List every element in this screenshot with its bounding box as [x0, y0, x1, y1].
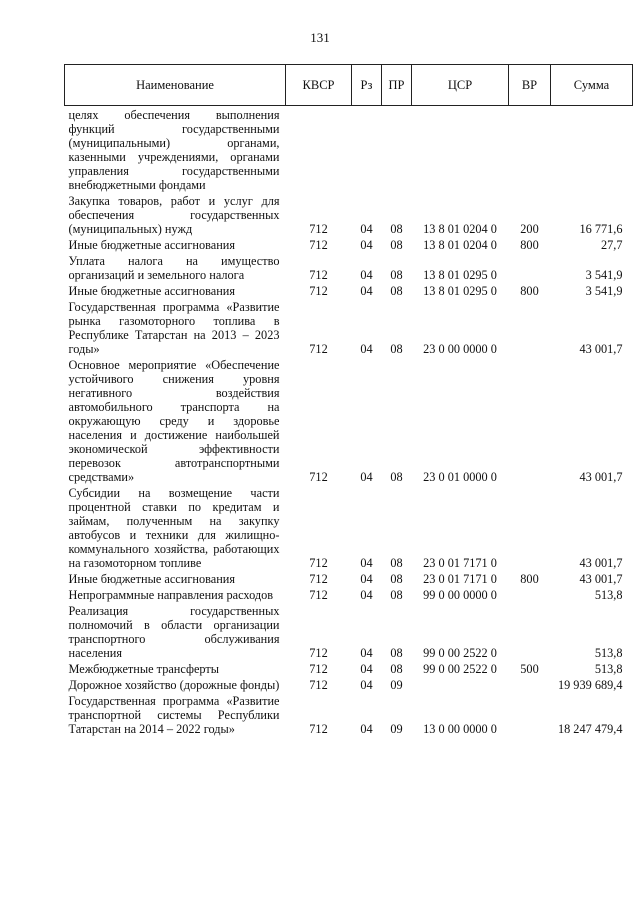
cell-vr: 800: [520, 284, 539, 298]
header-rz: Рз: [352, 65, 382, 106]
table-row: [65, 300, 633, 358]
cell-name: Дорожное хозяйство (дорожные фонды): [68, 678, 280, 692]
cell-sum: [551, 106, 633, 195]
cell-name: Межбюджетные трансферты: [68, 662, 220, 676]
cell-kvsr: 712: [309, 678, 328, 692]
table-row: [65, 106, 633, 195]
cell-pr: 08: [390, 342, 403, 356]
cell-rz: 04: [360, 662, 373, 676]
cell-pr: 08: [390, 238, 403, 252]
cell-pr: 08: [390, 556, 403, 570]
cell-sum: 43 001,7: [579, 342, 623, 356]
cell-name: целях обеспечения выполнения функций государственными (муниципальными) органами, казенными учреждениями, органами управления государственными внебюджетными фондами: [68, 108, 280, 192]
cell-sum: 3 541,9: [585, 284, 623, 298]
table-row: [65, 572, 633, 588]
cell-vr: 800: [520, 238, 539, 252]
cell-kvsr: 712: [309, 284, 328, 298]
cell-kvsr: 712: [309, 588, 328, 602]
table-row: [65, 604, 633, 662]
cell-sum: 513,8: [594, 646, 623, 660]
cell-kvsr: [286, 106, 352, 195]
cell-csr: 23 0 01 7171 0: [423, 556, 497, 570]
table-row: [65, 238, 633, 254]
header-vr: ВР: [509, 65, 551, 106]
cell-pr: 09: [390, 722, 403, 736]
budget-table-container: [64, 64, 632, 738]
cell-sum: 513,8: [594, 662, 623, 676]
cell-vr: [509, 254, 551, 284]
cell-kvsr: 712: [309, 722, 328, 736]
cell-vr: 500: [520, 662, 539, 676]
cell-kvsr: 712: [309, 646, 328, 660]
cell-name: Государственная программа «Развитие рынка газомоторного топлива в Республике Татарстан на 2013 – 2023 годы»: [68, 300, 280, 356]
cell-sum: 19 939 689,4: [557, 678, 623, 692]
cell-rz: 04: [360, 238, 373, 252]
cell-sum: 3 541,9: [585, 268, 623, 282]
cell-name: Иные бюджетные ассигнования: [68, 572, 236, 586]
page-number: 131: [310, 30, 330, 45]
cell-rz: 04: [360, 268, 373, 282]
cell-vr: [509, 604, 551, 662]
cell-pr: 08: [390, 588, 403, 602]
header-row: [65, 65, 633, 106]
header-pr: ПР: [382, 65, 412, 106]
cell-vr: [509, 106, 551, 195]
cell-rz: 04: [360, 646, 373, 660]
cell-name: Уплата налога на имущество организаций и земельного налога: [68, 254, 280, 282]
cell-csr: 23 0 01 7171 0: [423, 572, 497, 586]
cell-pr: 08: [390, 268, 403, 282]
cell-sum: 18 247 479,4: [557, 722, 623, 736]
cell-vr: [509, 588, 551, 604]
header-name: Наименование: [65, 65, 286, 106]
header-kvsr: КВСР: [286, 65, 352, 106]
cell-pr: 08: [390, 222, 403, 236]
cell-name: Субсидии на возмещение части процентной ставки по кредитам и займам, полученным на закупку автобусов и техники для жилищно-коммунального хозяйства, работающих на газомоторном топливе: [68, 486, 280, 570]
budget-table: [64, 64, 633, 738]
table-row: [65, 284, 633, 300]
cell-vr: [509, 300, 551, 358]
cell-vr: [509, 678, 551, 694]
cell-vr: 200: [520, 222, 539, 236]
cell-csr: 99 0 00 0000 0: [423, 588, 497, 602]
cell-name: Иные бюджетные ассигнования: [68, 284, 236, 298]
cell-rz: 04: [360, 284, 373, 298]
cell-csr: [412, 106, 509, 195]
cell-rz: 04: [360, 588, 373, 602]
cell-csr: [412, 678, 509, 694]
cell-rz: 04: [360, 470, 373, 484]
cell-sum: 27,7: [600, 238, 623, 252]
cell-name: Реализация государственных полномочий в области организации транспортного обслуживания населения: [68, 604, 280, 660]
cell-rz: [352, 106, 382, 195]
cell-vr: 800: [520, 572, 539, 586]
cell-pr: 08: [390, 662, 403, 676]
cell-pr: 08: [390, 572, 403, 586]
table-row: [65, 588, 633, 604]
table-row: [65, 678, 633, 694]
cell-csr: 99 0 00 2522 0: [423, 646, 497, 660]
table-body: [65, 106, 633, 739]
cell-pr: [382, 106, 412, 195]
cell-kvsr: 712: [309, 572, 328, 586]
cell-rz: 04: [360, 342, 373, 356]
table-row: [65, 486, 633, 572]
cell-pr: 08: [390, 646, 403, 660]
cell-csr: 13 8 01 0295 0: [423, 284, 497, 298]
cell-rz: 04: [360, 222, 373, 236]
table-row: [65, 662, 633, 678]
header-sum: Сумма: [551, 65, 633, 106]
cell-kvsr: 712: [309, 662, 328, 676]
cell-rz: 04: [360, 722, 373, 736]
cell-rz: 04: [360, 556, 373, 570]
cell-csr: 13 8 01 0295 0: [423, 268, 497, 282]
cell-sum: 43 001,7: [579, 470, 623, 484]
table-row: [65, 254, 633, 284]
cell-kvsr: 712: [309, 556, 328, 570]
cell-name: Иные бюджетные ассигнования: [68, 238, 236, 252]
cell-name: Непрограммные направления расходов: [68, 588, 274, 602]
cell-sum: 43 001,7: [579, 556, 623, 570]
cell-kvsr: 712: [309, 238, 328, 252]
cell-kvsr: 712: [309, 222, 328, 236]
cell-vr: [509, 358, 551, 486]
cell-vr: [509, 486, 551, 572]
table-row: [65, 194, 633, 238]
cell-kvsr: 712: [309, 342, 328, 356]
cell-csr: 13 8 01 0204 0: [423, 222, 497, 236]
cell-name: Закупка товаров, работ и услуг для обеспечения государственных (муниципальных) нужд: [68, 194, 280, 236]
cell-csr: 99 0 00 2522 0: [423, 662, 497, 676]
cell-kvsr: 712: [309, 470, 328, 484]
cell-csr: 13 0 00 0000 0: [423, 722, 497, 736]
cell-csr: 13 8 01 0204 0: [423, 238, 497, 252]
cell-csr: 23 0 01 0000 0: [423, 470, 497, 484]
table-row: [65, 358, 633, 486]
cell-csr: 23 0 00 0000 0: [423, 342, 497, 356]
cell-name: Основное мероприятие «Обеспечение устойчивого снижения уровня негативного воздействия автомобильного транспорта на окружающую среду и здоровье населения и достижение наибольшей экономической эффективности перевозок автотранспортными средствами»: [68, 358, 280, 484]
cell-pr: 08: [390, 470, 403, 484]
table-header: [65, 65, 633, 106]
cell-vr: [509, 694, 551, 738]
header-csr: ЦСР: [412, 65, 509, 106]
cell-rz: 04: [360, 678, 373, 692]
cell-sum: 16 771,6: [579, 222, 623, 236]
table-row: [65, 694, 633, 738]
cell-rz: 04: [360, 572, 373, 586]
cell-pr: 09: [390, 678, 403, 692]
cell-name: Государственная программа «Развитие транспортной системы Республики Татарстан на 2014 – 2022 годы»: [68, 694, 280, 736]
cell-sum: 513,8: [594, 588, 623, 602]
cell-pr: 08: [390, 284, 403, 298]
cell-kvsr: 712: [309, 268, 328, 282]
cell-sum: 43 001,7: [579, 572, 623, 586]
